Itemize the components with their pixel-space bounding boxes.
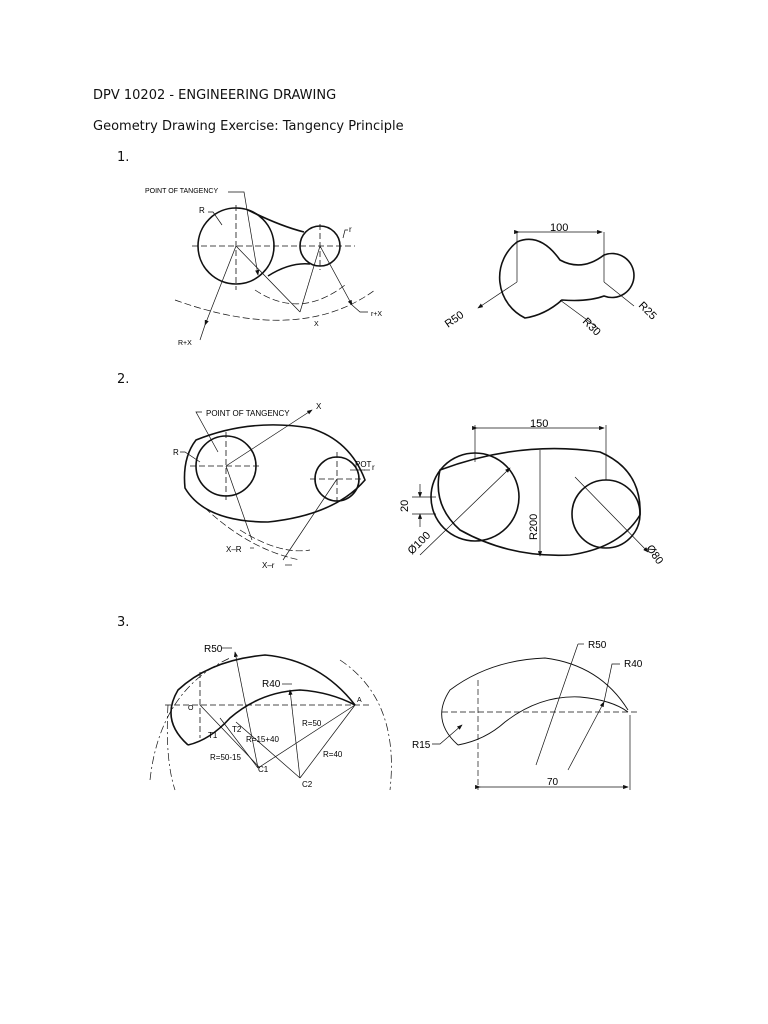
ex1-dim-r25: R25 xyxy=(635,299,659,323)
ex2-label-pot: POINT OF TANGENCY xyxy=(206,409,290,418)
ex2-label-xmr-lower: X–r xyxy=(262,561,275,570)
ex2-dim-d80: Ø80 xyxy=(643,542,666,567)
ex1-construction-figure xyxy=(175,192,375,340)
ex3-label-r40b: R=40 xyxy=(323,750,343,759)
ex3-dim-r40: R40 xyxy=(624,659,643,670)
ex1-label-r: r xyxy=(349,225,352,234)
ex2-label-pot-short: POT xyxy=(355,460,372,469)
ex3-dimension-figure xyxy=(432,644,640,790)
course-title: DPV 10202 - ENGINEERING DRAWING xyxy=(93,88,337,103)
ex2-dim-r200: R200 xyxy=(528,513,540,540)
ex3-label-r-eq50: R=50 xyxy=(302,719,322,728)
ex2-label-X: X xyxy=(316,402,322,411)
ex3-label-c1: C1 xyxy=(258,765,269,774)
ex1-dim-r50: R50 xyxy=(442,309,467,331)
exercise-number-2: 2. xyxy=(117,372,130,387)
ex1-label-pot: POINT OF TANGENCY xyxy=(145,188,219,195)
ex3-label-r40: R40 xyxy=(262,679,281,690)
ex2-dim-width: 150 xyxy=(530,418,549,430)
ex1-dim-r30: R30 xyxy=(579,315,603,339)
ex1-dim-width: 100 xyxy=(550,222,569,234)
ex3-dim-width: 70 xyxy=(547,777,559,788)
ex3-label-o: O xyxy=(188,705,194,712)
ex3-label-c2: C2 xyxy=(302,780,313,789)
ex1-label-Rpx: R+X xyxy=(178,340,192,347)
ex2-dim-offset: 20 xyxy=(399,499,411,512)
ex3-dim-r50: R50 xyxy=(588,640,607,651)
exercise-subtitle: Geometry Drawing Exercise: Tangency Principle xyxy=(93,119,404,134)
ex2-label-R: R xyxy=(173,448,179,457)
ex1-label-rpx: r+X xyxy=(371,311,383,318)
exercise-number-1: 1. xyxy=(117,150,130,165)
ex2-dim-d100: Ø100 xyxy=(405,529,434,558)
exercise-number-3: 3. xyxy=(117,615,130,630)
ex3-label-a: A xyxy=(357,697,362,704)
ex1-label-X: X xyxy=(314,321,319,328)
ex2-construction-figure xyxy=(180,410,370,565)
ex3-label-t2: T2 xyxy=(232,725,242,734)
ex1-label-R: R xyxy=(199,206,205,215)
ex3-label-r15p40: R=15+40 xyxy=(246,735,279,744)
ex3-dim-r15: R15 xyxy=(412,740,431,751)
ex3-construction-figure xyxy=(150,648,391,790)
ex2-label-xmr-upper: X–R xyxy=(226,545,242,554)
ex3-label-r50: R50 xyxy=(204,644,223,655)
ex2-label-r: r xyxy=(372,463,375,472)
ex3-label-t1: T1 xyxy=(208,731,218,740)
ex3-label-r50m15: R=50-15 xyxy=(210,753,241,762)
ex1-dimension-figure xyxy=(478,232,634,328)
